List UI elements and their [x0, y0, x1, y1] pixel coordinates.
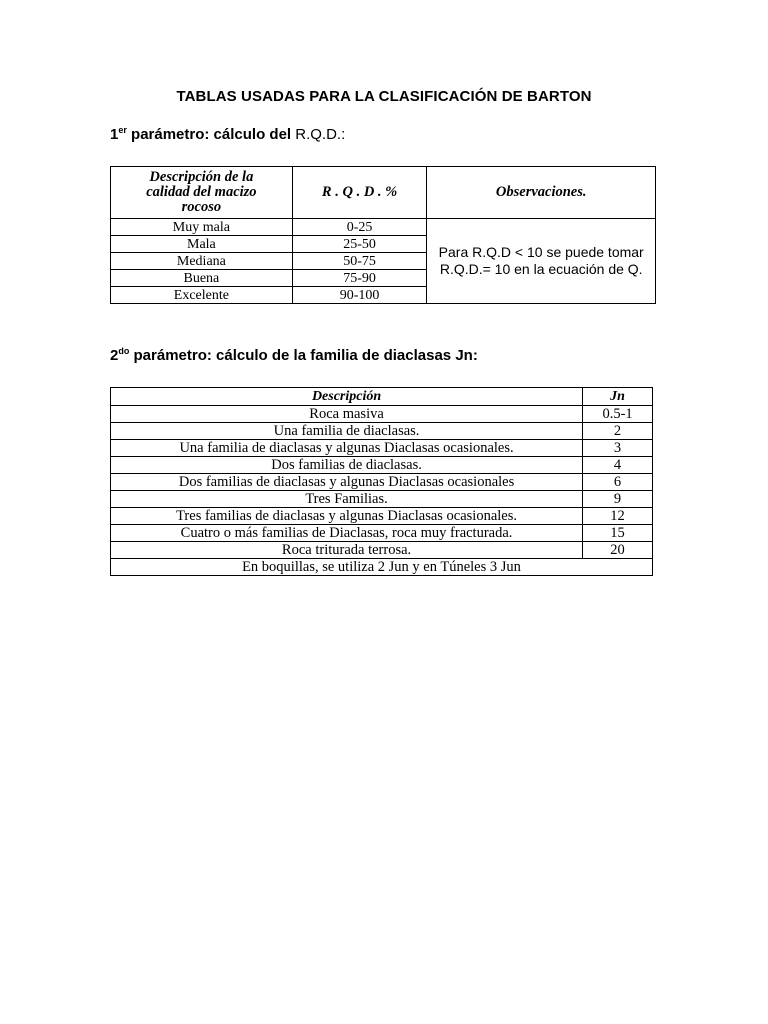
table-row	[111, 219, 656, 236]
jn-description-cell: Dos familias de diaclasas.	[111, 457, 583, 474]
section-1-text: parámetro: cálculo del	[126, 126, 296, 143]
jn-value-cell: 6	[583, 474, 653, 491]
section-1-rqd: R.Q.D.:	[295, 126, 346, 143]
rqd-range-cell: 75-90	[292, 270, 427, 287]
table-row	[111, 474, 653, 491]
jn-description-cell: Dos familias de diaclasas y algunas Diaclasas ocasionales	[111, 474, 583, 491]
document-title: TABLAS USADAS PARA LA CLASIFICACIÓN DE BARTON	[176, 88, 592, 105]
table-row	[111, 423, 653, 440]
jn-value-cell: 3	[583, 440, 653, 457]
jn-description-cell: Tres familias de diaclasas y algunas Diaclasas ocasionales.	[111, 508, 583, 525]
jn-header-jn: Jn	[583, 388, 653, 406]
jn-description-cell: Una familia de diaclasas y algunas Diaclasas ocasionales.	[111, 440, 583, 457]
jn-table-header-row	[111, 388, 653, 406]
jn-header-description: Descripción	[111, 388, 583, 406]
jn-description-cell: Una familia de diaclasas.	[111, 423, 583, 440]
jn-table	[110, 387, 653, 576]
rqd-header-rqd: R . Q . D . %	[292, 167, 427, 219]
rqd-quality-cell: Excelente	[111, 287, 293, 304]
table-row	[111, 406, 653, 423]
jn-description-cell: Roca triturada terrosa.	[111, 542, 583, 559]
jn-footer-row	[111, 559, 653, 576]
table-row	[111, 457, 653, 474]
rqd-quality-cell: Mediana	[111, 253, 293, 270]
table-row	[111, 508, 653, 525]
rqd-quality-cell: Buena	[111, 270, 293, 287]
rqd-quality-cell: Mala	[111, 236, 293, 253]
jn-value-cell: 4	[583, 457, 653, 474]
table-row	[111, 491, 653, 508]
jn-description-cell: Cuatro o más familias de Diaclasas, roca muy fracturada.	[111, 525, 583, 542]
rqd-header-description: Descripción de la calidad del macizo rocoso	[111, 167, 293, 219]
rqd-quality-cell: Muy mala	[111, 219, 293, 236]
rqd-header-observations: Observaciones.	[427, 167, 656, 219]
jn-description-cell: Tres Familias.	[111, 491, 583, 508]
jn-footer-note: En boquillas, se utiliza 2 Jun y en Túneles 3 Jun	[111, 559, 653, 576]
jn-description-cell: Roca masiva	[111, 406, 583, 423]
section-1-superscript: er	[118, 125, 127, 135]
rqd-table-header-row	[111, 167, 656, 219]
section-2-superscript: do	[118, 346, 130, 356]
section-2-heading	[110, 347, 478, 364]
rqd-observation-cell: Para R.Q.D < 10 se puede tomar R.Q.D.= 10 en la ecuación de Q.	[427, 219, 656, 304]
jn-value-cell: 2	[583, 423, 653, 440]
rqd-range-cell: 90-100	[292, 287, 427, 304]
jn-value-cell: 0.5-1	[583, 406, 653, 423]
rqd-table	[110, 166, 656, 304]
jn-value-cell: 9	[583, 491, 653, 508]
table-row	[111, 440, 653, 457]
section-2-text: parámetro: cálculo de la familia de diaclasas Jn:	[129, 347, 478, 364]
rqd-range-cell: 25-50	[292, 236, 427, 253]
jn-value-cell: 20	[583, 542, 653, 559]
jn-value-cell: 12	[583, 508, 653, 525]
rqd-range-cell: 50-75	[292, 253, 427, 270]
section-2-number: 2	[110, 347, 119, 364]
rqd-range-cell: 0-25	[292, 219, 427, 236]
section-1-heading	[110, 126, 345, 143]
section-1-number: 1	[110, 126, 119, 143]
table-row	[111, 525, 653, 542]
table-row	[111, 542, 653, 559]
jn-value-cell: 15	[583, 525, 653, 542]
